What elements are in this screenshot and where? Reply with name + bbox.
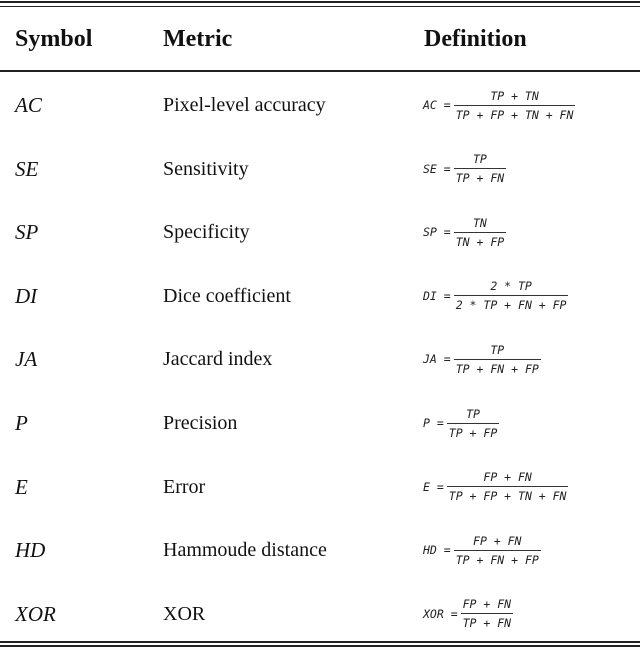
formula-lhs: E = [423,479,444,494]
symbol-cell: P [15,411,28,435]
definition-formula [423,274,568,318]
table-row [0,518,640,582]
formula-lhs: SE = [423,161,451,176]
metric-cell: Sensitivity [163,157,249,180]
definition-formula [423,592,513,636]
header-definition: Definition [424,26,527,52]
formula-denominator: TP + FP + TN + FN [455,107,574,122]
formula-fraction [447,470,569,503]
header-rule [0,70,640,72]
formula-lhs: DI = [423,288,451,303]
formula-fraction [454,279,569,312]
table-row [0,455,640,519]
formula-lhs: AC = [423,98,451,112]
formula-fraction [454,152,506,185]
table-row [0,137,640,201]
metric-cell: Specificity [163,221,250,244]
formula-denominator: TP + FP + TN + FN [448,489,567,504]
metric-cell: Precision [163,412,238,434]
table-bottom-rule-inner [0,645,640,647]
formula-numerator: 2 * TP [490,279,532,294]
formula-fraction [454,216,506,249]
definition-formula [423,337,541,381]
definition-formula [423,83,575,127]
formula-fraction [447,407,499,440]
formula-numerator: TP [473,152,487,167]
symbol-cell: DI [15,283,38,308]
definition-formula [423,401,499,445]
formula-denominator: TP + FN [462,616,512,631]
symbol-cell: JA [15,347,38,372]
formula-numerator: FP + FN [462,597,512,612]
header-symbol: Symbol [15,26,93,52]
metric-cell: Dice coefficient [163,284,291,307]
metric-cell: Pixel-level accuracy [163,94,326,116]
formula-numerator: TP [490,342,505,357]
formula-numerator: TP + TN [490,88,539,103]
formula-fraction [454,89,576,122]
metric-cell: XOR [163,602,206,625]
formula-lhs: XOR = [423,606,458,621]
metric-cell: Error [163,475,206,498]
definition-formula [423,528,541,572]
table-top-rule-inner [0,6,640,7]
formula-lhs: P = [423,416,444,430]
symbol-cell: E [15,474,28,499]
symbol-cell: HD [15,538,46,563]
formula-lhs: HD = [423,543,451,558]
formula-lhs: SP = [423,225,451,240]
formula-numerator: FP + FN [473,533,522,548]
definition-formula [423,210,506,254]
table-top-rule [0,1,640,3]
definition-formula [423,465,568,509]
table-row [0,73,640,137]
formula-denominator: TP + FN [455,171,505,186]
formula-fraction [461,597,513,630]
formula-numerator: TP [466,406,480,421]
table-row [0,200,640,264]
table-row [0,391,640,455]
formula-numerator: TN [473,215,487,230]
symbol-cell: AC [15,93,42,117]
table-row [0,264,640,328]
header-metric: Metric [163,26,233,52]
table-bottom-rule [0,641,640,643]
formula-fraction [454,534,541,567]
formula-fraction [454,343,541,376]
symbol-cell: SP [15,220,39,245]
formula-denominator: TP + FN + FP [455,361,539,376]
definition-formula [423,147,506,191]
symbol-cell: SE [15,156,39,181]
formula-numerator: FP + FN [483,470,532,485]
formula-denominator: TN + FP [455,234,505,249]
symbol-cell: XOR [15,601,56,626]
formula-denominator: 2 * TP + FN + FP [455,298,567,313]
table-row [0,582,640,646]
table-row [0,327,640,391]
formula-lhs: JA = [423,352,451,367]
metric-cell: Jaccard index [163,348,273,371]
formula-denominator: TP + FP [448,425,498,440]
formula-denominator: TP + FN + FP [455,552,539,567]
metric-cell: Hammoude distance [163,539,327,562]
